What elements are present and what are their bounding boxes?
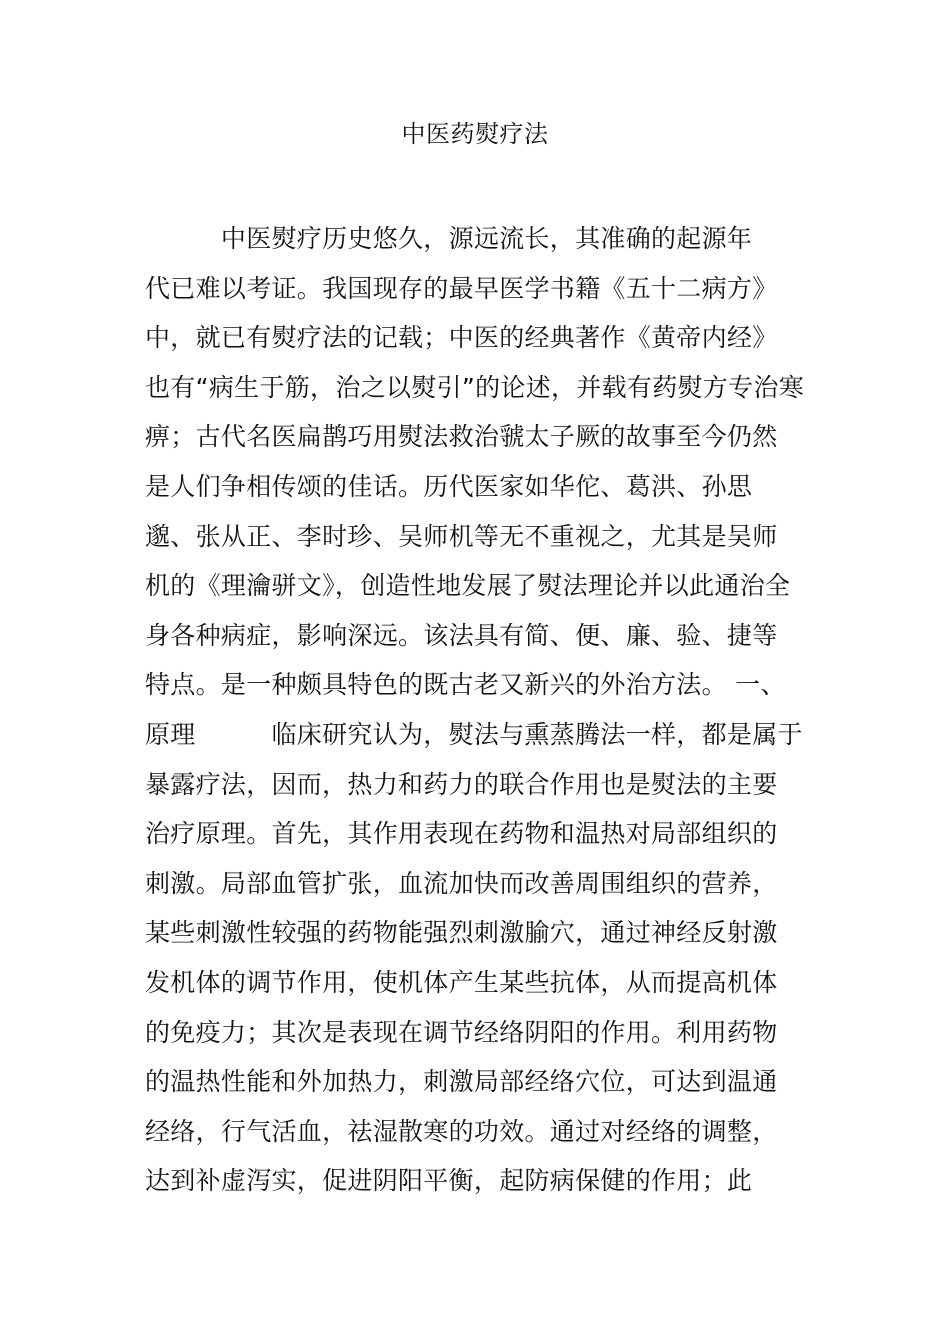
text-line: 特点。是一种颇具特色的既古老又新兴的外治方法。 一、	[145, 670, 786, 700]
text-line: 邈、张从正、李时珍、吴师机等无不重视之，尤其是吴师	[145, 521, 778, 551]
text-line: 身各种病症，影响深远。该法具有简、便、廉、验、捷等	[145, 620, 778, 650]
text-line: 原理 临床研究认为，熨法与熏蒸腾法一样，都是属于	[145, 719, 803, 749]
text-line: 是人们争相传颂的佳话。历代医家如华佗、葛洪、孙思	[145, 471, 753, 501]
text-line: 达到补虚泻实，促进阴阳平衡，起防病保健的作用；此	[145, 1166, 753, 1196]
text-line: 痹；古代名医扁鹊巧用熨法救治虢太子厥的故事至今仍然	[145, 422, 778, 452]
text-line: 也有“病生于筋，治之以熨引”的论述，并载有药熨方专治寒	[145, 372, 805, 402]
text-line: 中，就已有熨疗法的记载；中医的经典著作《黄帝内经》	[145, 323, 778, 353]
text-line: 发机体的调节作用，使机体产生某些抗体，从而提高机体	[145, 967, 778, 997]
text-line: 代已难以考证。我国现存的最早医学书籍《五十二病方》	[145, 273, 778, 303]
text-line: 暴露疗法，因而，热力和药力的联合作用也是熨法的主要	[145, 769, 778, 799]
text-line: 刺激。局部血管扩张，血流加快而改善周围组织的营养，	[145, 868, 778, 898]
text-line: 的免疫力；其次是表现在调节经络阴阳的作用。利用药物	[145, 1017, 778, 1047]
text-line: 的温热性能和外加热力，刺激局部经络穴位，可达到温通	[145, 1067, 778, 1097]
text-line: 机的《理瀹骈文》，创造性地发展了熨法理论并以此通治全	[145, 571, 791, 601]
text-line: 治疗原理。首先，其作用表现在药物和温热对局部组织的	[145, 819, 778, 849]
document-title: 中医药熨疗法	[401, 120, 549, 148]
text-line: 中医熨疗历史悠久，源远流长，其准确的起源年	[145, 224, 753, 253]
document-body	[145, 214, 815, 1206]
text-line: 某些刺激性较强的药物能强烈刺激腧穴，通过神经反射激	[145, 918, 778, 948]
text-line: 经络，行气活血，祛湿散寒的功效。通过对经络的调整，	[145, 1116, 778, 1146]
